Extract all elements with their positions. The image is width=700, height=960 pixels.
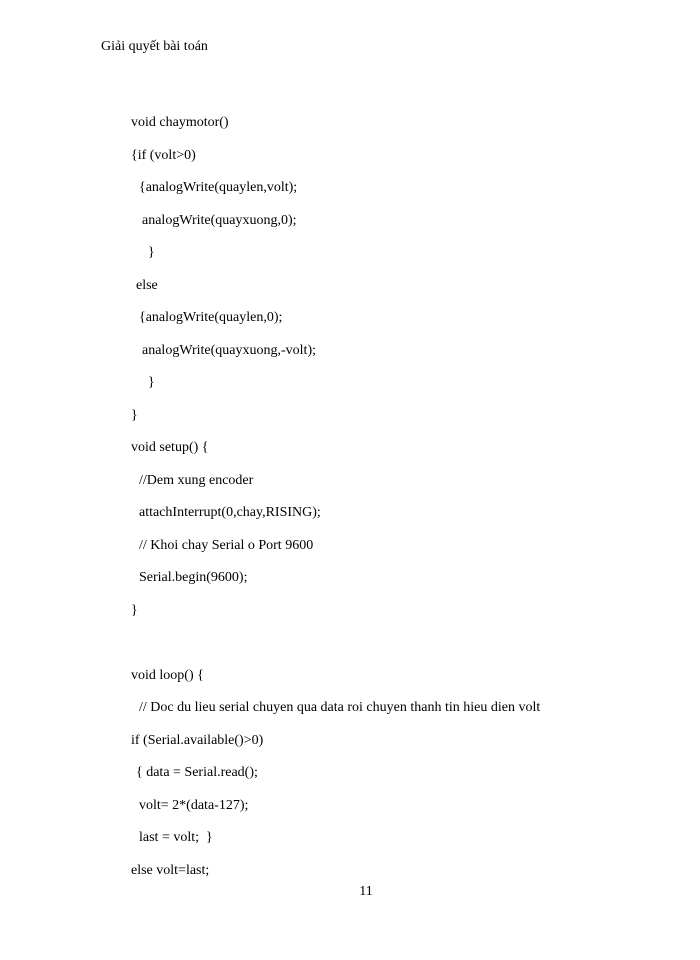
code-line: else [136, 277, 158, 293]
code-line: {analogWrite(quaylen,volt); [139, 180, 298, 195]
code-line: { data = Serial.read(); [136, 765, 258, 780]
code-line: {analogWrite(quaylen,0); [139, 310, 283, 325]
code-line: if (Serial.available()>0) [131, 732, 264, 748]
code-line: void loop() { [131, 667, 204, 683]
code-line: analogWrite(quayxuong,-volt); [142, 342, 316, 358]
code-line: analogWrite(quayxuong,0); [142, 212, 297, 228]
code-blank-line [131, 633, 540, 666]
code-line: Serial.begin(9600); [139, 570, 248, 585]
code-line: // Doc du lieu serial chuyen qua data roi chuyen thanh tin hieu dien volt [139, 700, 541, 715]
code-line: } [131, 407, 138, 423]
code-line: } [131, 602, 138, 618]
page-number: 11 [359, 884, 373, 899]
code-line: // Khoi chay Serial o Port 9600 [139, 537, 314, 553]
code-line: {if (volt>0) [131, 147, 196, 163]
code-line: last = volt; } [139, 830, 213, 845]
running-header: Giải quyết bài toán [101, 39, 208, 54]
code-line: } [148, 375, 155, 390]
code-line: } [148, 245, 155, 260]
code-line: else volt=last; [131, 862, 210, 878]
code-listing [131, 113, 540, 893]
code-line: void chaymotor() [131, 115, 229, 130]
code-line: attachInterrupt(0,chay,RISING); [139, 505, 321, 520]
code-line: void setup() { [131, 440, 209, 455]
code-line: volt= 2*(data-127); [139, 797, 249, 813]
code-line: //Dem xung encoder [139, 472, 254, 488]
